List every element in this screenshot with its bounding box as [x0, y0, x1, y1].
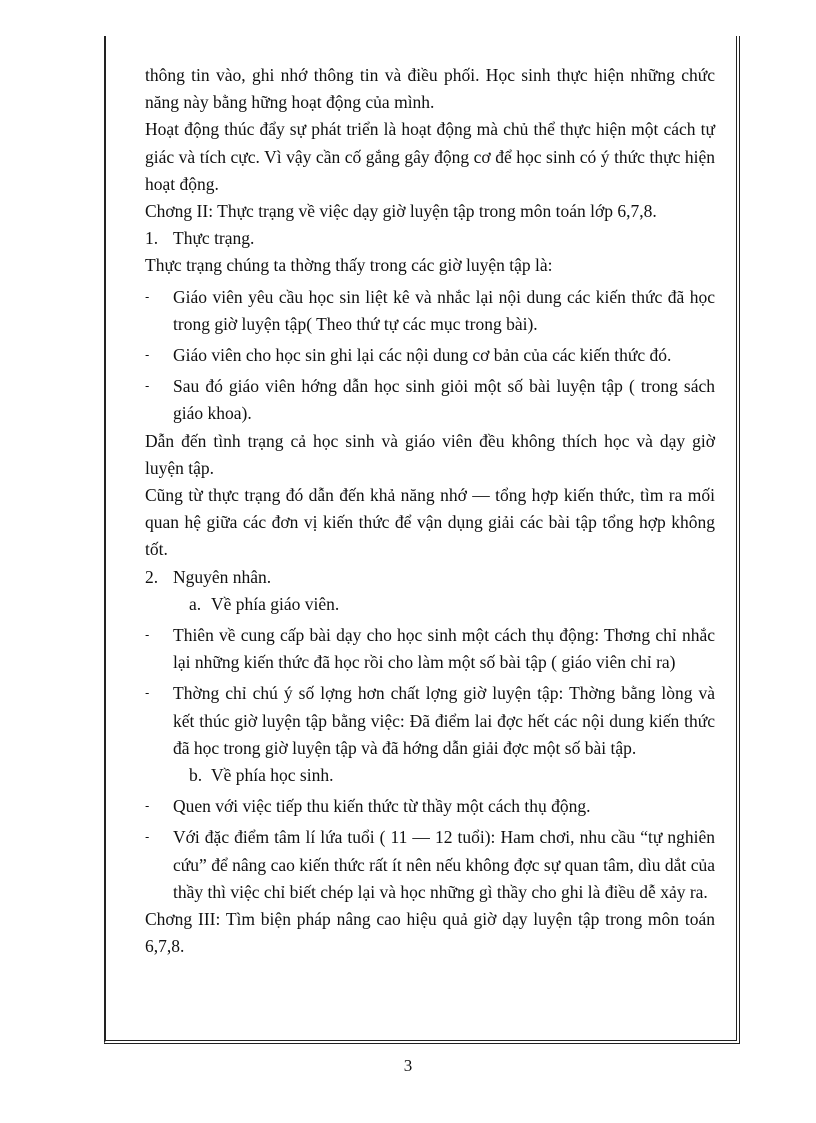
paragraph-intro: thông tin vào, ghi nhớ thông tin và điều phối. Học sinh thực hiện những chức năng này bằng hững hoạt động của mình.: [145, 65, 715, 113]
paragraph-consequence-2: Cũng từ thực trạng đó dẫn đến khả năng nhớ — tổng hợp kiến thức, tìm ra mối quan hệ giữa các đơn vị kiến thức để vận dụng giải các bài tập tổng hợp không tốt.: [145, 485, 715, 560]
page-number: 3: [403, 1056, 413, 1075]
bullet-item: - Quen với việc tiếp thu kiến thức từ thầy một cách thụ động.: [145, 796, 591, 817]
paragraph-situation: Thực trạng chúng ta thờng thấy trong các giờ luyện tập là:: [145, 255, 553, 276]
paragraph-consequence: Dẫn đến tình trạng cả học sinh và giáo viên đều không thích học và dạy giờ luyện tập.: [145, 430, 715, 478]
section-1-heading: 1. Thực trạng.: [145, 228, 255, 249]
bullet-item: - Sau đó giáo viên hớng dẫn học sinh giỏi một số bài luyện tập ( trong sách giáo khoa).: [145, 376, 715, 424]
bullet-item: - Với đặc điểm tâm lí lứa tuổi ( 11 — 12 tuổi): Ham chơi, nhu cầu “tự nghiên cứu” để nâng cao kiến thức rất ít nên nếu không đợc sự quan tâm, dìu dắt của thầy thì việc chỉ biết chép lại và học những gì thầy cho ghi là điều dễ xảy ra.: [145, 827, 715, 902]
section-2-heading: 2. Nguyên nhân.: [145, 566, 272, 587]
subsection-b-heading: b. Về phía học sinh.: [189, 765, 334, 786]
subsection-a-heading: a. Về phía giáo viên.: [189, 593, 340, 614]
chapter-2-heading: Chơng II: Thực trạng về việc dạy giờ luyện tập trong môn toán lớp 6,7,8.: [145, 201, 657, 222]
bullet-item: - Thờng chỉ chú ý số lợng hơn chất lợng giờ luyện tập: Thờng bằng lòng và kết thúc giờ luyện tập bằng việc: Đã điểm lai đợc hết các nội dung kiến thức đã học trong giờ luyện tập và đã hớng dẫn giải đợc một số bài tập.: [145, 683, 715, 758]
document-body: [145, 62, 715, 961]
paragraph-activity: Hoạt động thúc đẩy sự phát triển là hoạt động mà chủ thể thực hiện một cách tự giác và tích cực. Vì vậy cần cố gắng gây động cơ để học sinh có ý thức thực hiện hoạt động.: [145, 119, 715, 194]
bullet-item: - Giáo viên cho học sin ghi lại các nội dung cơ bản của các kiến thức đó.: [145, 345, 672, 366]
bullet-item: - Thiên về cung cấp bài dạy cho học sinh một cách thụ động: Thơng chỉ nhắc lại những kiến thức đã học rồi cho làm một số bài tập ( giáo viên chỉ ra): [145, 625, 715, 673]
bullet-item: - Giáo viên yêu cầu học sin liệt kê và nhắc lại nội dung các kiến thức đã học trong giờ luyện tập( Theo thứ tự các mục trong bài).: [145, 286, 715, 334]
chapter-3-heading: Chơng III: Tìm biện pháp nâng cao hiệu quả giờ dạy luyện tập trong môn toán 6,7,8.: [145, 909, 715, 957]
